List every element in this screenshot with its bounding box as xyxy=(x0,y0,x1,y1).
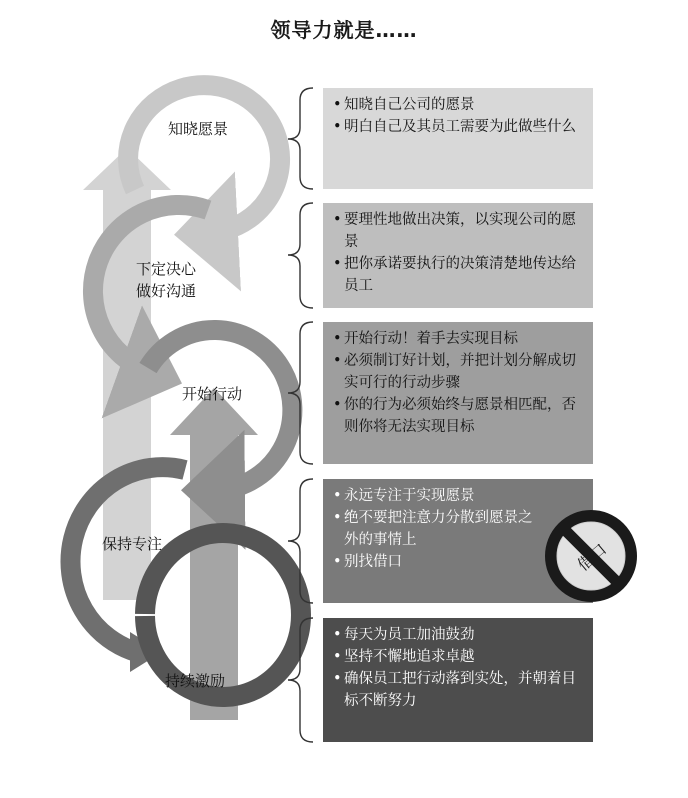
list-item: • 绝不要把注意力分散到愿景之外的事情上 xyxy=(333,507,538,551)
stage-label-know-vision: 知晓愿景 xyxy=(168,120,229,138)
stage-box-know-vision xyxy=(323,88,593,189)
bullet-list xyxy=(333,209,585,297)
list-item: • 永远专注于实现愿景 xyxy=(333,485,538,507)
list-item: • 确保员工把行动落到实处，并朝着目标不断努力 xyxy=(333,668,585,712)
list-item: • 必须制订好计划，并把计划分解成切实可行的行动步骤 xyxy=(333,350,585,394)
list-item: • 坚持不懈地追求卓越 xyxy=(333,646,585,668)
list-item: • 你的行为必须始终与愿景相匹配，否则你将无法实现目标 xyxy=(333,394,585,438)
stage-box-decide-communicate xyxy=(323,203,593,308)
prohibition-sign-icon xyxy=(543,508,639,604)
bullet-list xyxy=(333,94,585,138)
list-item: • 明白自己及其员工需要为此做些什么 xyxy=(333,116,585,138)
stage-label-keep-motivating: 持续激励 xyxy=(165,672,226,690)
stage-box-keep-motivating xyxy=(323,618,593,742)
list-item: • 开始行动！着手去实现目标 xyxy=(333,328,585,350)
bullet-list xyxy=(333,328,585,438)
stage-label-stay-focused: 保持专注 xyxy=(102,535,163,553)
list-item: • 别找借口 xyxy=(333,551,538,573)
bullet-list xyxy=(333,624,585,712)
bullet-list xyxy=(333,485,538,573)
list-item: • 要理性地做出决策，以实现公司的愿景 xyxy=(333,209,585,253)
stage-box-take-action xyxy=(323,322,593,464)
stage-label-decide-communicate: 下定决心 做好沟通 xyxy=(136,260,197,300)
list-item: • 每天为员工加油鼓劲 xyxy=(333,624,585,646)
list-item: • 知晓自己公司的愿景 xyxy=(333,94,585,116)
stage-label-take-action: 开始行动 xyxy=(182,385,243,403)
page-title: 领导力就是…… xyxy=(270,18,418,42)
list-item: • 把你承诺要执行的决策清楚地传达给员工 xyxy=(333,253,585,297)
